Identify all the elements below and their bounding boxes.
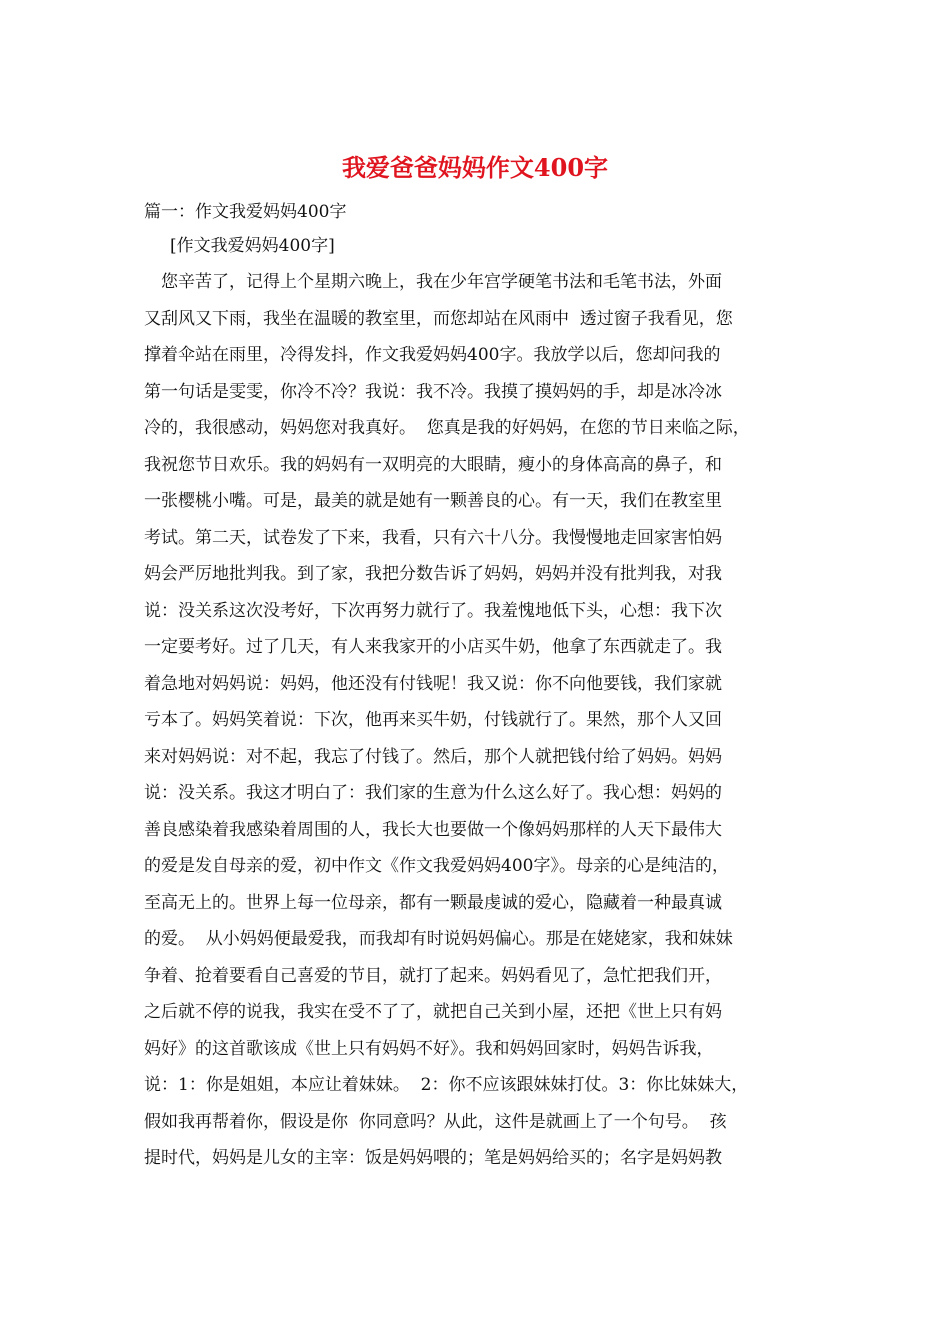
text-line: 您辛苦了，记得上个星期六晚上，我在少年宫学硬笔书法和毛笔书法，外面 bbox=[144, 272, 722, 292]
text-line: 善良感染着我感染着周围的人，我长大也要做一个像妈妈那样的人天下最伟大 bbox=[144, 819, 722, 840]
text-line: 妈会严厉地批判我。到了家，我把分数告诉了妈妈，妈妈并没有批判我，对我 bbox=[144, 564, 722, 584]
text-line: 争着、抢着要看自己喜爱的节目，就打了起来。妈妈看见了，急忙把我们开， bbox=[144, 965, 722, 986]
text-line: 冷的，我很感动，妈妈您对我真好。 您真是我的好妈妈，在您的节日来临之际， bbox=[144, 418, 750, 438]
text-line: 撑着伞站在雨里，冷得发抖，作文我爱妈妈400字。我放学以后，您却问我的 bbox=[144, 345, 721, 365]
text-line: 假如我再帮着你，假设是你 你同意吗？从此，这件是就画上了一个句号。 孩 bbox=[144, 1111, 727, 1132]
text-line: 亏本了。妈妈笑着说：下次，他再来买牛奶，付钱就行了。果然，那个人又回 bbox=[144, 710, 722, 730]
text-line: 说：没关系这次没考好，下次再努力就行了。我羞愧地低下头，心想：我下次 bbox=[144, 600, 722, 621]
text-line: 说：1：你是姐姐，本应让着妹妹。 2：你不应该跟妹妹打仗。3：你比妹妹大， bbox=[144, 1075, 749, 1095]
text-line: 提时代，妈妈是儿女的主宰：饭是妈妈喂的；笔是妈妈给买的；名字是妈妈教 bbox=[144, 1148, 722, 1168]
text-line: 一张樱桃小嘴。可是，最美的就是她有一颗善良的心。有一天，我们在教室里 bbox=[144, 491, 722, 511]
text-line: 我祝您节日欢乐。我的妈妈有一双明亮的大眼睛，瘦小的身体高高的鼻子，和 bbox=[144, 454, 722, 475]
text-line: 的爱是发自母亲的爱，初中作文《作文我爱妈妈400字》。母亲的心是纯洁的， bbox=[144, 856, 729, 876]
text-line: 之后就不停的说我，我实在受不了了，就把自己关到小屋，还把《世上只有妈 bbox=[144, 1002, 722, 1022]
text-line: 妈好》的这首歌该成《世上只有妈妈不好》。我和妈妈回家时，妈妈告诉我， bbox=[144, 1038, 714, 1059]
essay-body bbox=[144, 264, 824, 1177]
section-heading: 篇一：作文我爱妈妈400字 bbox=[144, 202, 347, 222]
text-line: 来对妈妈说：对不起，我忘了付钱了。然后，那个人就把钱付给了妈妈。妈妈 bbox=[144, 746, 722, 767]
text-line: 一定要考好。过了几天，有人来我家开的小店买牛奶，他拿了东西就走了。我 bbox=[144, 637, 722, 657]
text-line: 又刮风又下雨，我坐在温暖的教室里，而您却站在风雨中 透过窗子我看见，您 bbox=[144, 308, 733, 329]
text-line: 至高无上的。世界上每一位母亲，都有一颗最虔诚的爱心，隐藏着一种最真诚 bbox=[144, 892, 722, 913]
text-line: 第一句话是雯雯，你冷不冷？我说：我不冷。我摸了摸妈妈的手，却是冰冷冰 bbox=[144, 381, 722, 402]
document-title: 我爱爸爸妈妈作文400字 bbox=[341, 153, 609, 182]
text-line: 说：没关系。我这才明白了：我们家的生意为什么这么好了。我心想：妈妈的 bbox=[144, 783, 722, 803]
text-line: 考试。第二天，试卷发了下来，我看，只有六十八分。我慢慢地走回家害怕妈 bbox=[144, 527, 722, 548]
section-subheading: [作文我爱妈妈400字] bbox=[170, 236, 335, 256]
text-line: 的爱。 从小妈妈便最爱我，而我却有时说妈妈偏心。那是在姥姥家，我和妹妹 bbox=[144, 929, 733, 949]
text-line: 着急地对妈妈说：妈妈，他还没有付钱呢！我又说：你不向他要钱，我们家就 bbox=[144, 673, 722, 694]
